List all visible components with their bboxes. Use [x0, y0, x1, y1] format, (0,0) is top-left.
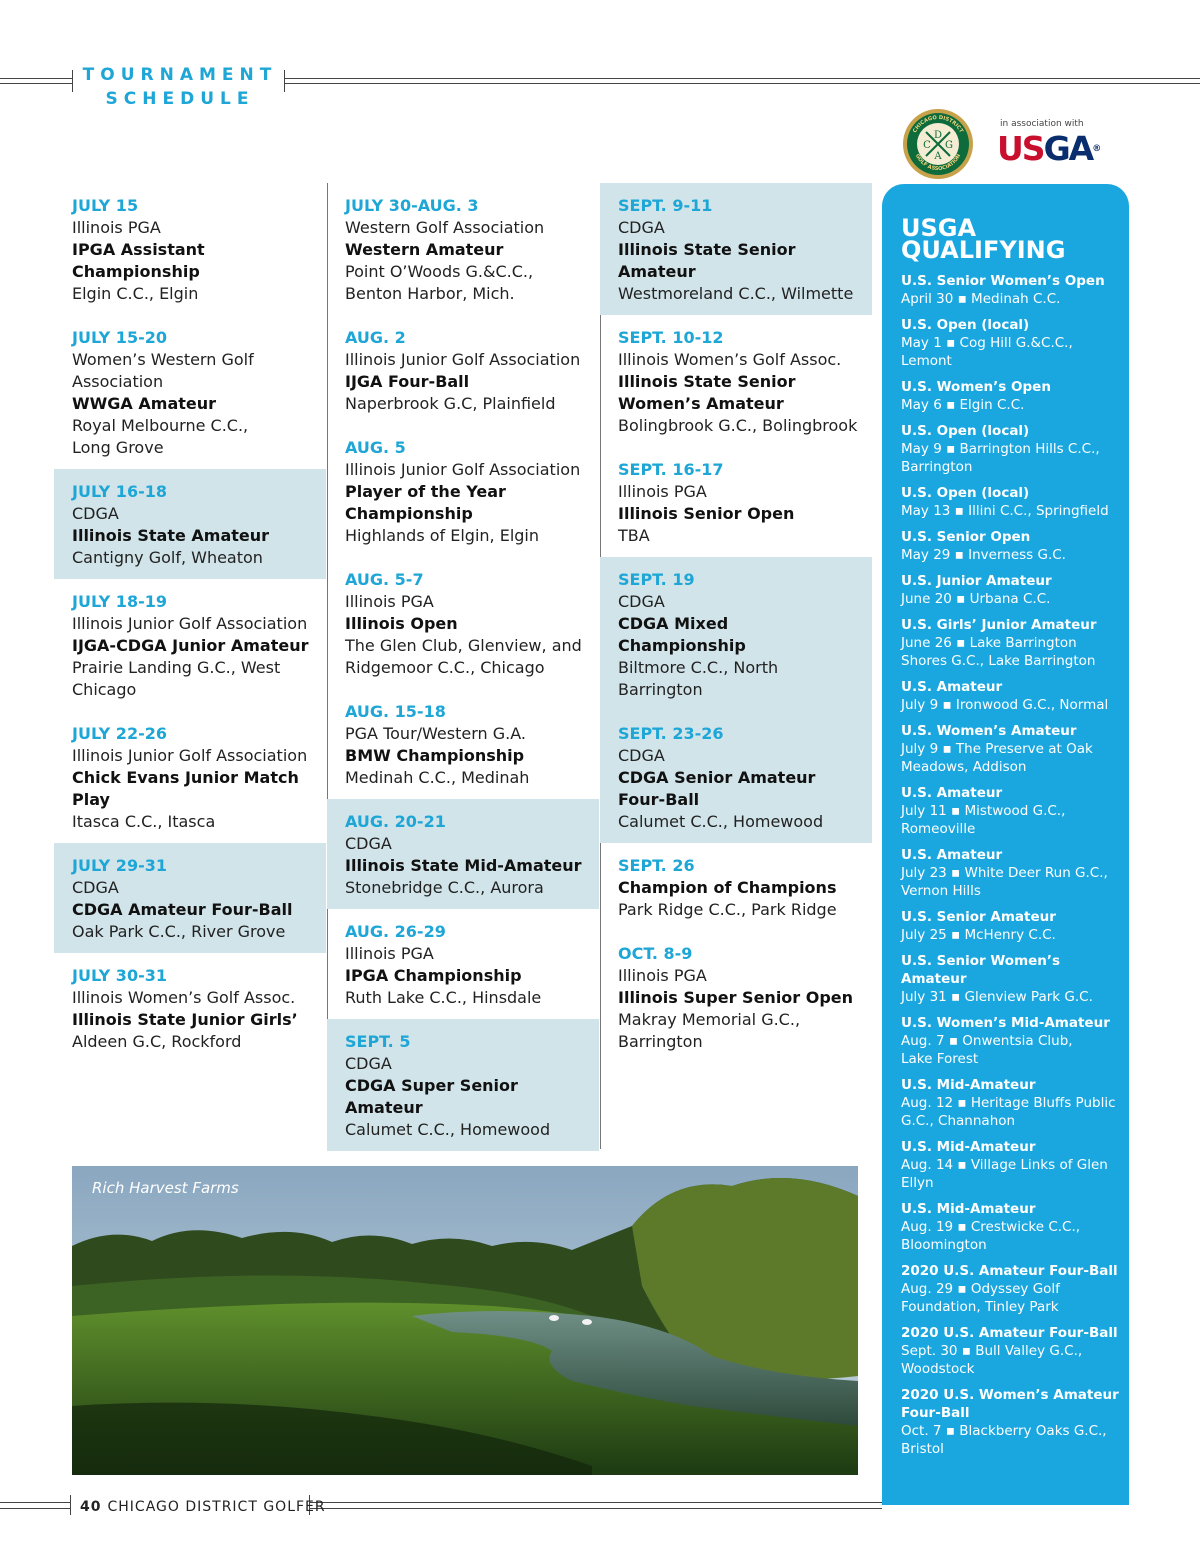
qualifying-item [901, 272, 1121, 308]
event-name: CDGA Senior Amateur [618, 768, 816, 787]
event-entry [327, 909, 599, 1019]
event-date: JULY 15 [72, 196, 139, 215]
usga-logo-ga: GA [1043, 129, 1093, 168]
event-entry [54, 843, 326, 953]
qualifying-detail: June 26 ▪ Lake Barrington [901, 635, 1077, 651]
qualifying-name: U.S. Amateur [901, 785, 1003, 801]
event-detail: Calumet C.C., Homewood [618, 812, 824, 831]
footer-rule-left [0, 1502, 70, 1503]
event-entry [600, 183, 872, 315]
qualifying-detail: July 11 ▪ Mistwood G.C., [901, 803, 1066, 819]
event-date: AUG. 5 [345, 438, 406, 457]
event-entry [327, 425, 599, 557]
qualifying-item [901, 908, 1121, 944]
qualifying-item [901, 1014, 1121, 1068]
event-detail: Aldeen G.C, Rockford [72, 1032, 242, 1051]
qualifying-name: U.S. Senior Amateur [901, 909, 1056, 925]
qualifying-detail: May 9 ▪ Barrington Hills C.C., [901, 441, 1100, 457]
event-detail: Prairie Landing G.C., West [72, 658, 281, 677]
qualifying-detail: Shores G.C., Lake Barrington [901, 653, 1096, 669]
event-date: AUG. 26-29 [345, 922, 446, 941]
event-name: Illinois State Mid-Amateur [345, 856, 582, 875]
qualifying-detail: Bristol [901, 1441, 944, 1457]
event-entry [327, 183, 599, 315]
event-detail: Illinois PGA [618, 482, 707, 501]
event-entry [54, 315, 326, 469]
qualifying-name: U.S. Open (local) [901, 317, 1030, 333]
event-date: JULY 22-26 [72, 724, 167, 743]
event-entry [54, 953, 326, 1063]
event-name: IPGA Championship [345, 966, 522, 985]
qualifying-name: U.S. Women’s Mid-Amateur [901, 1015, 1110, 1031]
qualifying-name: U.S. Women’s Open [901, 379, 1051, 395]
event-detail: Makray Memorial G.C., [618, 1010, 801, 1029]
qualifying-name: U.S. Women’s Amateur [901, 723, 1077, 739]
event-entry [327, 689, 599, 799]
qualifying-detail: July 9 ▪ The Preserve at Oak [901, 741, 1093, 757]
header-rule-right [284, 78, 1200, 79]
association-text: in association with [1000, 119, 1084, 129]
page-title-line2: SCHEDULE [105, 89, 255, 109]
event-entry [54, 711, 326, 843]
cdga-logo [902, 108, 974, 180]
qualifying-detail: July 23 ▪ White Deer Run G.C., [901, 865, 1108, 881]
event-name: Four-Ball [618, 790, 700, 809]
qualifying-name: U.S. Senior Women’s Amateur [901, 953, 1061, 987]
event-name: Player of the Year [345, 482, 506, 501]
event-name: IPGA Assistant [72, 240, 205, 259]
event-name: Illinois Open [345, 614, 458, 633]
qualifying-name: U.S. Junior Amateur [901, 573, 1052, 589]
event-entry [327, 799, 599, 909]
event-detail: Western Golf Association [345, 218, 545, 237]
qualifying-detail: Aug. 19 ▪ Crestwicke C.C., [901, 1219, 1081, 1235]
event-date: JULY 18-19 [72, 592, 167, 611]
event-entry [327, 557, 599, 689]
footer-rule-right [309, 1502, 882, 1503]
qualifying-item [901, 1138, 1121, 1192]
qualifying-name: U.S. Mid-Amateur [901, 1139, 1036, 1155]
header-rule-left [0, 78, 72, 79]
qualifying-detail: July 9 ▪ Ironwood G.C., Normal [901, 697, 1109, 713]
event-name: CDGA Super Senior Amateur [345, 1076, 518, 1117]
event-date: SEPT. 16-17 [618, 460, 724, 479]
event-detail: Itasca C.C., Itasca [72, 812, 216, 831]
event-detail: Women’s Western Golf [72, 350, 254, 369]
qualifying-detail: Meadows, Addison [901, 759, 1027, 775]
qualifying-item [901, 1076, 1121, 1130]
cdga-ring-bottom-text: GOLF ASSOCIATION [913, 153, 963, 173]
qualifying-item [901, 784, 1121, 838]
event-name: Chick Evans Junior Match [72, 768, 299, 787]
event-date: SEPT. 26 [618, 856, 695, 875]
qualifying-detail: April 30 ▪ Medinah C.C. [901, 291, 1061, 307]
qualifying-item [901, 722, 1121, 776]
event-name: Play [72, 790, 110, 809]
qualifying-name: 2020 U.S. Women’s Amateur [901, 1387, 1119, 1403]
event-detail: Westmoreland C.C., Wilmette [618, 284, 854, 303]
event-entry [600, 843, 872, 931]
usga-qualifying-sidebar [882, 184, 1129, 1505]
event-entry [600, 711, 872, 843]
qualifying-detail: Sept. 30 ▪ Bull Valley G.C., [901, 1343, 1083, 1359]
qualifying-item [901, 528, 1121, 564]
qualifying-name: U.S. Open (local) [901, 485, 1030, 501]
event-detail: TBA [618, 526, 650, 545]
event-detail: Stonebridge C.C., Aurora [345, 878, 544, 897]
qualifying-detail: July 31 ▪ Glenview Park G.C. [901, 989, 1093, 1005]
event-entry [600, 447, 872, 557]
qualifying-detail: July 25 ▪ McHenry C.C. [901, 927, 1056, 943]
footer [80, 1499, 326, 1515]
qualifying-detail: May 13 ▪ Illini C.C., Springfield [901, 503, 1109, 519]
event-detail: Illinois Women’s Golf Assoc. [72, 988, 296, 1007]
event-name: IJGA-CDGA Junior Amateur [72, 636, 309, 655]
cdga-letter-a: A [934, 151, 942, 162]
event-entry [600, 931, 872, 1063]
header-tick-left [72, 70, 73, 92]
qualifying-detail: Lake Forest [901, 1051, 979, 1067]
qualifying-item [901, 484, 1121, 520]
event-name: Champion of Champions [618, 878, 837, 897]
event-detail: The Glen Club, Glenview, and [345, 636, 582, 655]
event-detail: Association [72, 372, 164, 391]
event-detail: CDGA [345, 1054, 392, 1073]
qualifying-detail: Aug. 29 ▪ Odyssey Golf [901, 1281, 1060, 1297]
course-photo-image [72, 1166, 858, 1475]
page-number: 40 [80, 1499, 102, 1515]
event-detail: Illinois Junior Golf Association [72, 614, 308, 633]
qualifying-detail: May 1 ▪ Cog Hill G.&C.C., Lemont [901, 335, 1073, 369]
event-detail: CDGA [345, 834, 392, 853]
event-detail: Illinois PGA [345, 944, 434, 963]
sidebar-title-line2: QUALIFYING [901, 236, 1066, 264]
schedule-column-3 [600, 183, 872, 1063]
event-date: JULY 16-18 [72, 482, 167, 501]
event-detail: CDGA [618, 592, 665, 611]
event-detail: Long Grove [72, 438, 164, 457]
qualifying-item [901, 1200, 1121, 1254]
event-name: Illinois Senior Open [618, 504, 795, 523]
event-detail: PGA Tour/Western G.A. [345, 724, 526, 743]
page-title-line1: TOURNAMENT [82, 65, 278, 85]
event-detail: Elgin C.C., Elgin [72, 284, 199, 303]
event-name: Illinois Super Senior Open [618, 988, 854, 1007]
event-date: SEPT. 10-12 [618, 328, 724, 347]
event-name: WWGA Amateur [72, 394, 217, 413]
event-detail: Illinois Junior Golf Association [72, 746, 308, 765]
event-date: JULY 15-20 [72, 328, 167, 347]
qualifying-item [901, 616, 1121, 670]
header-tick-right [284, 70, 285, 92]
header-rule-right-2 [284, 83, 1200, 84]
qualifying-detail: May 6 ▪ Elgin C.C. [901, 397, 1025, 413]
cdga-letter-g: G [945, 140, 953, 151]
qualifying-detail: May 29 ▪ Inverness G.C. [901, 547, 1066, 563]
event-date: AUG. 20-21 [345, 812, 446, 831]
event-name: CDGA Amateur Four-Ball [72, 900, 293, 919]
event-detail: Naperbrook G.C, Plainfield [345, 394, 556, 413]
event-detail: Illinois Junior Golf Association [345, 350, 581, 369]
qualifying-item [901, 678, 1121, 714]
event-name: Illinois State Amateur [72, 526, 270, 545]
event-date: JULY 29-31 [72, 856, 167, 875]
event-entry [54, 469, 326, 579]
qualifying-name-cont: Four-Ball [901, 1405, 970, 1421]
qualifying-item [901, 422, 1121, 476]
event-name: Western Amateur [345, 240, 504, 259]
event-detail: Ridgemoor C.C., Chicago [345, 658, 545, 677]
cdga-letter-d: D [933, 130, 943, 141]
course-photo [72, 1166, 858, 1475]
footer-tick-left [70, 1495, 71, 1515]
sidebar-title-line1: USGA [901, 214, 977, 242]
qualifying-name: U.S. Girls’ Junior Amateur [901, 617, 1097, 633]
event-detail: Oak Park C.C., River Grove [72, 922, 286, 941]
qualifying-name: U.S. Open (local) [901, 423, 1030, 439]
event-name: CDGA Mixed Championship [618, 614, 746, 655]
event-name: Women’s Amateur [618, 394, 784, 413]
event-entry [600, 557, 872, 711]
qualifying-name: U.S. Senior Open [901, 529, 1031, 545]
qualifying-item [901, 1262, 1121, 1316]
event-date: SEPT. 19 [618, 570, 695, 589]
event-date: OCT. 8-9 [618, 944, 693, 963]
qualifying-detail: Aug. 7 ▪ Onwentsia Club, [901, 1033, 1073, 1049]
event-detail: Cantigny Golf, Wheaton [72, 548, 263, 567]
event-detail: Illinois PGA [72, 218, 161, 237]
event-detail: Barrington [618, 1032, 703, 1051]
event-detail: CDGA [72, 504, 119, 523]
qualifying-detail: Woodstock [901, 1361, 975, 1377]
event-date: AUG. 2 [345, 328, 406, 347]
qualifying-detail: Aug. 14 ▪ Village Links of Glen [901, 1157, 1108, 1173]
event-detail: Park Ridge C.C., Park Ridge [618, 900, 837, 919]
qualifying-detail: June 20 ▪ Urbana C.C. [901, 591, 1051, 607]
event-date: SEPT. 23-26 [618, 724, 724, 743]
event-name: Championship [72, 262, 200, 281]
event-date: JULY 30-31 [72, 966, 167, 985]
qualifying-name: U.S. Senior Women’s Open [901, 273, 1105, 289]
qualifying-detail: Oct. 7 ▪ Blackberry Oaks G.C., [901, 1423, 1107, 1439]
event-entry [54, 183, 326, 315]
event-name: Championship [345, 504, 473, 523]
event-detail: Highlands of Elgin, Elgin [345, 526, 540, 545]
event-detail: Biltmore C.C., North [618, 658, 779, 677]
event-detail: Illinois Women’s Golf Assoc. [618, 350, 842, 369]
qualifying-name: 2020 U.S. Amateur Four-Ball [901, 1325, 1118, 1341]
footer-rule-left-2 [0, 1508, 70, 1509]
usga-registered-mark: ® [1092, 144, 1102, 154]
qualifying-detail: Vernon Hills [901, 883, 981, 899]
qualifying-detail: Aug. 12 ▪ Heritage Bluffs Public [901, 1095, 1116, 1111]
qualifying-detail: Barrington [901, 459, 973, 475]
header-rule-left-2 [0, 83, 72, 84]
event-date: SEPT. 9-11 [618, 196, 713, 215]
event-date: AUG. 5-7 [345, 570, 424, 589]
event-entry [600, 315, 872, 447]
qualifying-item [901, 316, 1121, 370]
event-entry [327, 1019, 599, 1151]
event-detail: Chicago [72, 680, 137, 699]
qualifying-name: 2020 U.S. Amateur Four-Ball [901, 1263, 1118, 1279]
event-detail: Ruth Lake C.C., Hinsdale [345, 988, 542, 1007]
event-detail: Benton Harbor, Mich. [345, 284, 515, 303]
event-detail: Illinois PGA [618, 966, 707, 985]
event-entry [327, 315, 599, 425]
event-date: JULY 30-AUG. 3 [345, 196, 479, 215]
sidebar-title [901, 214, 1121, 264]
qualifying-name: U.S. Mid-Amateur [901, 1201, 1036, 1217]
usga-logo [997, 131, 1101, 167]
event-date: SEPT. 5 [345, 1032, 411, 1051]
event-name: IJGA Four-Ball [345, 372, 470, 391]
qualifying-detail: Romeoville [901, 821, 976, 837]
qualifying-item [901, 1386, 1121, 1458]
event-detail: CDGA [72, 878, 119, 897]
event-detail: CDGA [618, 218, 665, 237]
event-detail: Point O’Woods G.&C.C., [345, 262, 534, 281]
event-detail: Bolingbrook G.C., Bolingbrook [618, 416, 858, 435]
event-detail: Illinois PGA [345, 592, 434, 611]
cdga-ring-top-text: CHICAGO DISTRICT [912, 114, 964, 134]
qualifying-name: U.S. Amateur [901, 679, 1003, 695]
qualifying-list [901, 272, 1121, 1458]
photo-caption: Rich Harvest Farms [92, 1179, 239, 1197]
event-name: Illinois State Senior [618, 372, 796, 391]
footer-rule-right-2 [309, 1508, 882, 1509]
qualifying-detail: G.C., Channahon [901, 1113, 1016, 1129]
event-detail: CDGA [618, 746, 665, 765]
qualifying-name: U.S. Amateur [901, 847, 1003, 863]
qualifying-name: U.S. Mid-Amateur [901, 1077, 1036, 1093]
publication-name: CHICAGO DISTRICT GOLFER [107, 1499, 326, 1515]
event-entry [54, 579, 326, 711]
page-title [80, 63, 280, 111]
event-name: Illinois State Junior Girls’ [72, 1010, 298, 1029]
qualifying-item [901, 378, 1121, 414]
event-name: Illinois State Senior Amateur [618, 240, 796, 281]
qualifying-item [901, 572, 1121, 608]
event-detail: Illinois Junior Golf Association [345, 460, 581, 479]
event-detail: Medinah C.C., Medinah [345, 768, 530, 787]
schedule-column-1 [54, 183, 326, 1063]
event-detail: Calumet C.C., Homewood [345, 1120, 551, 1139]
qualifying-detail: Foundation, Tinley Park [901, 1299, 1059, 1315]
schedule-column-2 [327, 183, 599, 1151]
qualifying-detail: Bloomington [901, 1237, 987, 1253]
qualifying-item [901, 846, 1121, 900]
event-name: BMW Championship [345, 746, 525, 765]
qualifying-item [901, 1324, 1121, 1378]
qualifying-detail: Ellyn [901, 1175, 934, 1191]
qualifying-item [901, 952, 1121, 1006]
cdga-letter-c: C [923, 140, 931, 151]
usga-logo-us: US [997, 129, 1044, 168]
event-detail: Barrington [618, 680, 703, 699]
event-detail: Royal Melbourne C.C., [72, 416, 249, 435]
event-date: AUG. 15-18 [345, 702, 446, 721]
